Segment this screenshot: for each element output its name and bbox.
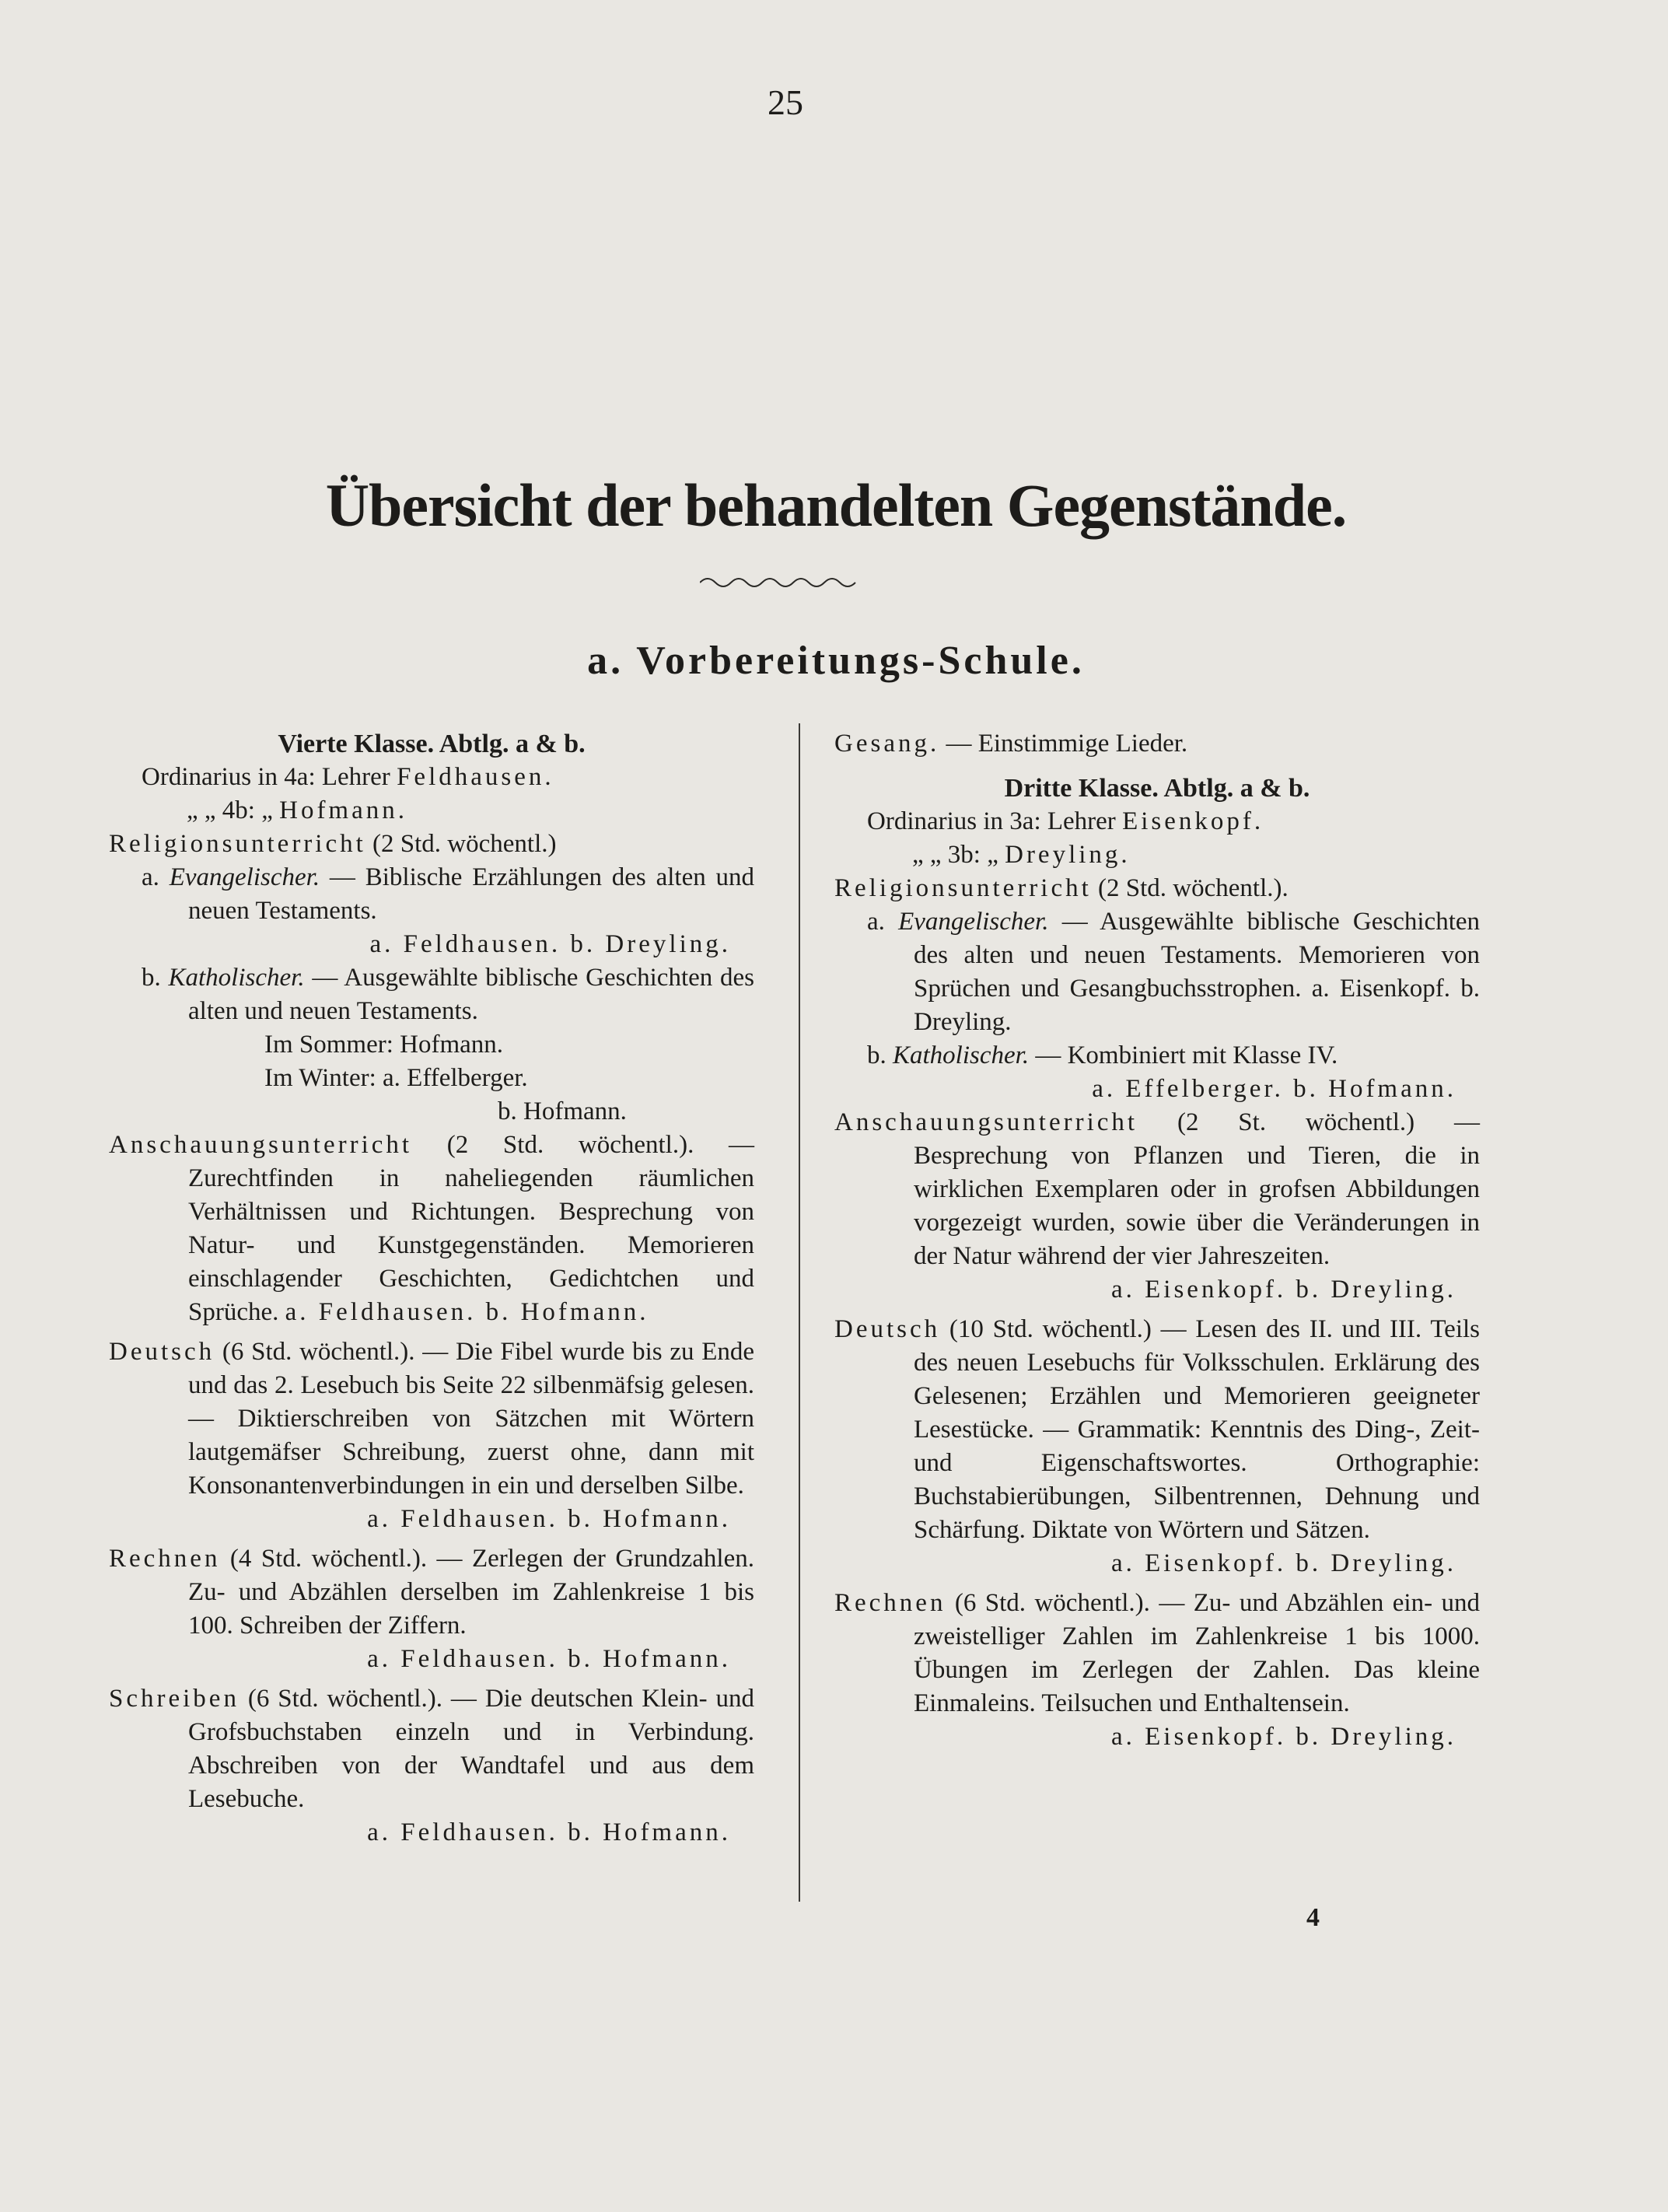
subject-anschauung: Anschauungsunterricht (2 Std. wöchentl.). — Zurechtfinden in naheliegenden räumlichen Verhältnissen und Richtungen. Besprechung von Natur- und Kunstgegenständen. Memorieren einschlagender Geschichten, Gedichtchen und Sprüche. a. Feldhausen. b. Hofmann.: [109, 1131, 754, 1326]
subject-religion-katholisch: b. Katholischer. — Ausgewählte biblische Geschichten des alten und neuen Testaments.: [142, 964, 755, 1025]
section-subtitle: a. Vorbereitungs-Schule.: [587, 639, 1085, 683]
signature-mark: 4: [1306, 1903, 1320, 1932]
teacher-signature: Im Sommer: Hofmann.: [264, 1031, 504, 1059]
decorative-flourish: [700, 572, 863, 593]
teacher-signature: a. Eisenkopf. b. Dreyling.: [1110, 1549, 1456, 1577]
teacher-signature: a. Eisenkopf. b. Dreyling.: [1110, 1276, 1456, 1304]
class-heading: Dritte Klasse. Abtlg. a & b.: [1004, 774, 1310, 803]
subject-gesang: Gesang. — Einstimmige Lieder.: [834, 730, 1188, 758]
subject-religion-evangelisch: a. Evangelischer. — Ausgewählte biblische Geschichten des alten und neuen Testaments. Memorieren von Sprüchen und Gesangbuchsstrophen. a. Eisenkopf. b. Dreyling.: [867, 908, 1481, 1036]
teacher-signature: Im Winter: a. Effelberger.: [264, 1064, 528, 1092]
subject-religion-katholisch: b. Katholischer. — Kombiniert mit Klasse IV.: [867, 1041, 1338, 1069]
class-heading: Vierte Klasse. Abtlg. a & b.: [278, 730, 586, 758]
subject-deutsch: Deutsch (6 Std. wöchentl.). — Die Fibel wurde bis zu Ende und das 2. Lesebuch bis Seite 22 silbenmäfsig gelesen. — Diktierschreiben von Sätzchen mit Wörtern lautgemäfser Schreibung, zuerst ohne, dann mit Konsonantenverbindungen in ein und derselben Silbe.: [109, 1338, 754, 1500]
subject-rechnen: Rechnen (6 Std. wöchentl.). — Zu- und Abzählen ein- und zweistelliger Zahlen im Zahlenkreise 1 bis 1000. Übungen im Zerlegen der Zahlen. Das kleine Einmaleins. Teilsuchen und Enthaltensein.: [834, 1589, 1480, 1717]
column-divider: [799, 723, 800, 1902]
teacher-signature: a. Eisenkopf. b. Dreyling.: [1110, 1723, 1456, 1751]
ordinarius-line: Ordinarius in 4a: Lehrer Feldhausen.: [142, 763, 554, 791]
ordinarius-line: „ „ 4b: „ Hofmann.: [187, 796, 407, 824]
page-title: Übersicht der behandelten Gegenstände.: [325, 471, 1347, 539]
subject-religion-evangelisch: a. Evangelischer. — Biblische Erzählungen des alten und neuen Testaments.: [142, 863, 755, 925]
teacher-signature: a. Feldhausen. b. Dreyling.: [369, 930, 731, 958]
ordinarius-line: Ordinarius in 3a: Lehrer Eisenkopf.: [867, 807, 1264, 835]
teacher-signature: a. Feldhausen. b. Hofmann.: [367, 1645, 731, 1673]
teacher-signature: a. Feldhausen. b. Hofmann.: [367, 1505, 731, 1533]
left-column: [109, 727, 754, 1850]
subject-anschauung: Anschauungsunterricht (2 St. wöchentl.) — Besprechung von Pflanzen und Tieren, die in wirklichen Exemplaren oder in grofsen Abbildungen vorgezeigt wurden, sowie über die Veränderungen in der Natur während der vier Jahreszeiten.: [834, 1108, 1480, 1270]
teacher-signature: b. Hofmann.: [498, 1097, 627, 1125]
subject-schreiben: Schreiben (6 Std. wöchentl.). — Die deutschen Klein- und Grofsbuchstaben einzeln und in Verbindung. Abschreiben von der Wandtafel und aus dem Lesebuche.: [109, 1685, 755, 1813]
subject-deutsch: Deutsch (10 Std. wöchentl.) — Lesen des II. und III. Teils des neuen Lesebuchs für Volksschulen. Erklärung des Gelesenen; Erzählen und Memorieren geeigneter Lesestücke. — Grammatik: Kenntnis des Ding-, Zeit- und Eigenschaftswortes. Orthographie: Buchstabierübungen, Silbentrennen, Dehnung und Schärfung. Diktate von Wörtern und Sätzen.: [834, 1315, 1481, 1544]
subject-rechnen: Rechnen (4 Std. wöchentl.). — Zerlegen der Grundzahlen. Zu- und Abzählen derselben im Zahlenkreise 1 bis 100. Schreiben der Ziffern.: [109, 1545, 754, 1640]
subject-religion: Religionsunterricht (2 Std. wöchentl.): [109, 830, 557, 858]
teacher-signature: a. Effelberger. b. Hofmann.: [1092, 1075, 1456, 1103]
right-column: [834, 727, 1480, 1754]
subject-religion: Religionsunterricht (2 Std. wöchentl.).: [834, 874, 1289, 902]
ordinarius-line: „ „ 3b: „ Dreyling.: [912, 841, 1131, 869]
teacher-signature: a. Feldhausen. b. Hofmann.: [367, 1818, 731, 1846]
page-number: 25: [768, 82, 803, 122]
